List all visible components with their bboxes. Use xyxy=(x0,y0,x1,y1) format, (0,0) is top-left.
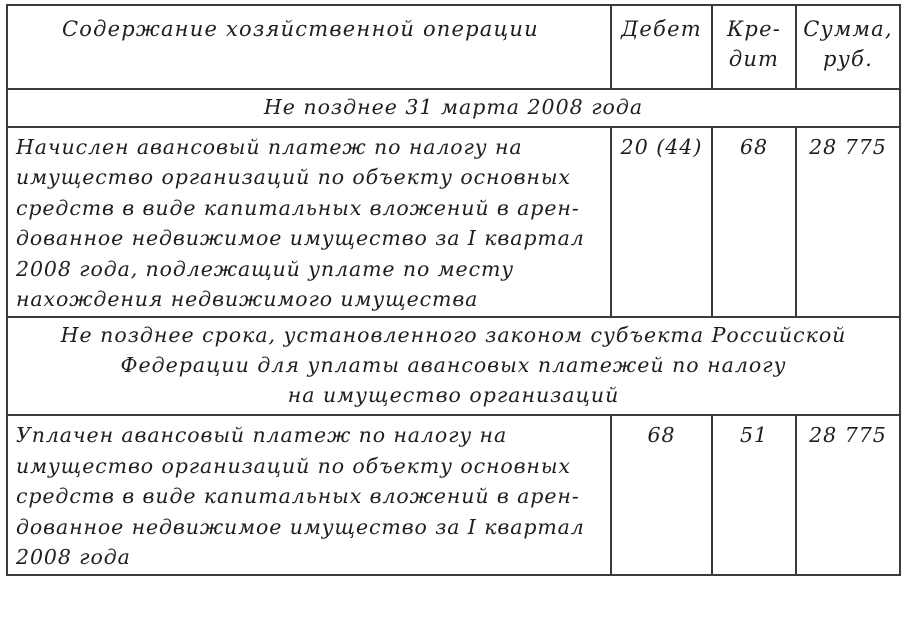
row1-description xyxy=(7,127,611,317)
row1-debit: 20 (44) xyxy=(611,127,712,317)
table-header-row xyxy=(7,5,900,89)
header-sum-line1: Сумма, xyxy=(803,17,893,41)
section-title-1 xyxy=(7,89,900,127)
table-row xyxy=(7,127,900,317)
section-2-line: Федерации для уплаты авансовых платежей по налогу xyxy=(120,353,787,378)
section-row-2 xyxy=(7,317,900,415)
header-content-label: Содержание хозяйственной операции xyxy=(62,17,539,41)
row1-desc-line: Начислен авансовый платеж по налогу на xyxy=(16,135,523,159)
row2-desc-line: средств в виде капитальных вложений в арен- xyxy=(16,484,580,509)
header-credit-line2: дит xyxy=(728,47,780,71)
section-row-1 xyxy=(7,89,900,127)
row1-sum: 28 775 xyxy=(796,127,900,317)
section-2-line: Не позднее срока, установленного законом субъекта Российской xyxy=(60,323,847,348)
header-credit-line1: Кре- xyxy=(726,17,782,41)
row1-desc-line: дованное недвижимое имущество за I квартал xyxy=(16,226,585,251)
accounting-table xyxy=(6,4,901,576)
row1-desc-line: 2008 года, подлежащий уплате по месту xyxy=(16,256,515,281)
row1-desc-line: средств в виде капитальных вложений в арен- xyxy=(16,195,580,220)
row1-desc-line: имущество организаций по объекту основных xyxy=(16,165,571,190)
section-title-2 xyxy=(7,317,900,415)
row2-desc-line: Уплачен авансовый платеж по налогу на xyxy=(16,423,508,448)
document-page xyxy=(6,4,899,576)
row2-description xyxy=(7,415,611,575)
row2-desc-line: 2008 года xyxy=(16,545,131,570)
header-credit xyxy=(712,5,796,89)
row2-sum: 28 775 xyxy=(796,415,900,575)
header-sum xyxy=(796,5,900,89)
row2-desc-line: имущество организаций по объекту основных xyxy=(16,453,571,478)
row2-credit: 51 xyxy=(712,415,796,575)
header-debit xyxy=(611,5,712,89)
row1-desc-line: нахождения недвижимого имущества xyxy=(16,287,479,312)
row1-credit: 68 xyxy=(712,127,796,317)
row2-debit: 68 xyxy=(611,415,712,575)
table-row xyxy=(7,415,900,575)
section-1-text: Не позднее 31 марта 2008 года xyxy=(263,95,644,119)
header-sum-line2: руб. xyxy=(823,47,873,71)
header-debit-label: Дебет xyxy=(621,17,702,41)
row2-desc-line: дованное недвижимое имущество за I квартал xyxy=(16,514,585,539)
header-content xyxy=(7,5,611,89)
section-2-line: на имущество организаций xyxy=(287,383,620,408)
